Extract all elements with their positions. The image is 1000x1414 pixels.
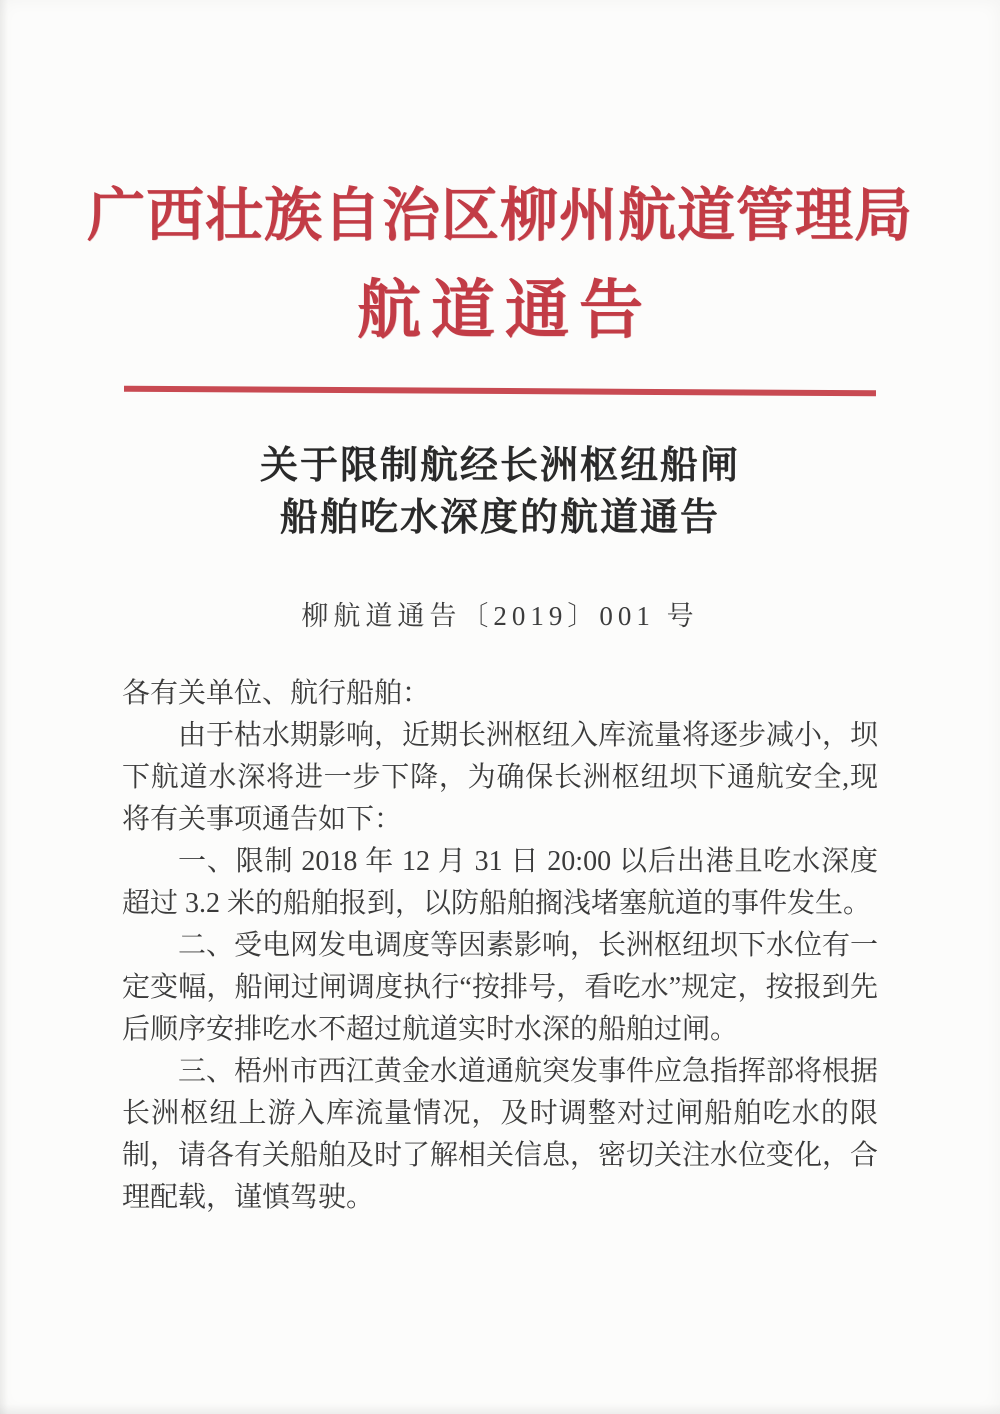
notice-title-line1: 关于限制航经长洲枢纽船闸 (259, 445, 740, 487)
document-body (122, 673, 878, 1219)
paragraph: 三、梧州市西江黄金水道通航突发事件应急指挥部将根据长洲枢纽上游入库流量情况，及时调整对过闸船舶吃水的限制，请各有关船舶及时了解相关信息，密切关注水位变化，合理配载，谨慎驾驶。 (122, 1056, 879, 1213)
doc-number: 柳航道通告〔2019〕001 号 (301, 601, 699, 631)
paragraph: 二、受电网发电调度等因素影响，长洲枢纽坝下水位有一定变幅，船闸过闸调度执行“按排号，看吃水”规定，按报到先后顺序安排吃水不超过航道实时水深的船舶过闸。 (122, 930, 879, 1045)
agency-title: 广西壮族自治区柳州航道管理局 (86, 183, 913, 248)
doc-type-title: 航道通告 (357, 275, 653, 346)
paragraph: 由于枯水期影响，近期长洲枢纽入库流量将逐步减小，坝下航道水深将进一步下降，为确保长洲枢纽坝下通航安全,现将有关事项通告如下： (122, 720, 879, 835)
red-divider-rule (124, 386, 876, 397)
paragraph: 一、限制 2018 年 12 月 31 日 20:00 以后出港且吃水深度超过 3.2 米的船舶报到，以防船舶搁浅堵塞航道的事件发生。 (122, 846, 878, 919)
notice-title-line2: 船舶吃水深度的航道通告 (279, 497, 720, 539)
salutation: 各有关单位、航行船舶： (122, 678, 431, 709)
notice-title (0, 440, 1000, 544)
document-header (0, 0, 1000, 394)
